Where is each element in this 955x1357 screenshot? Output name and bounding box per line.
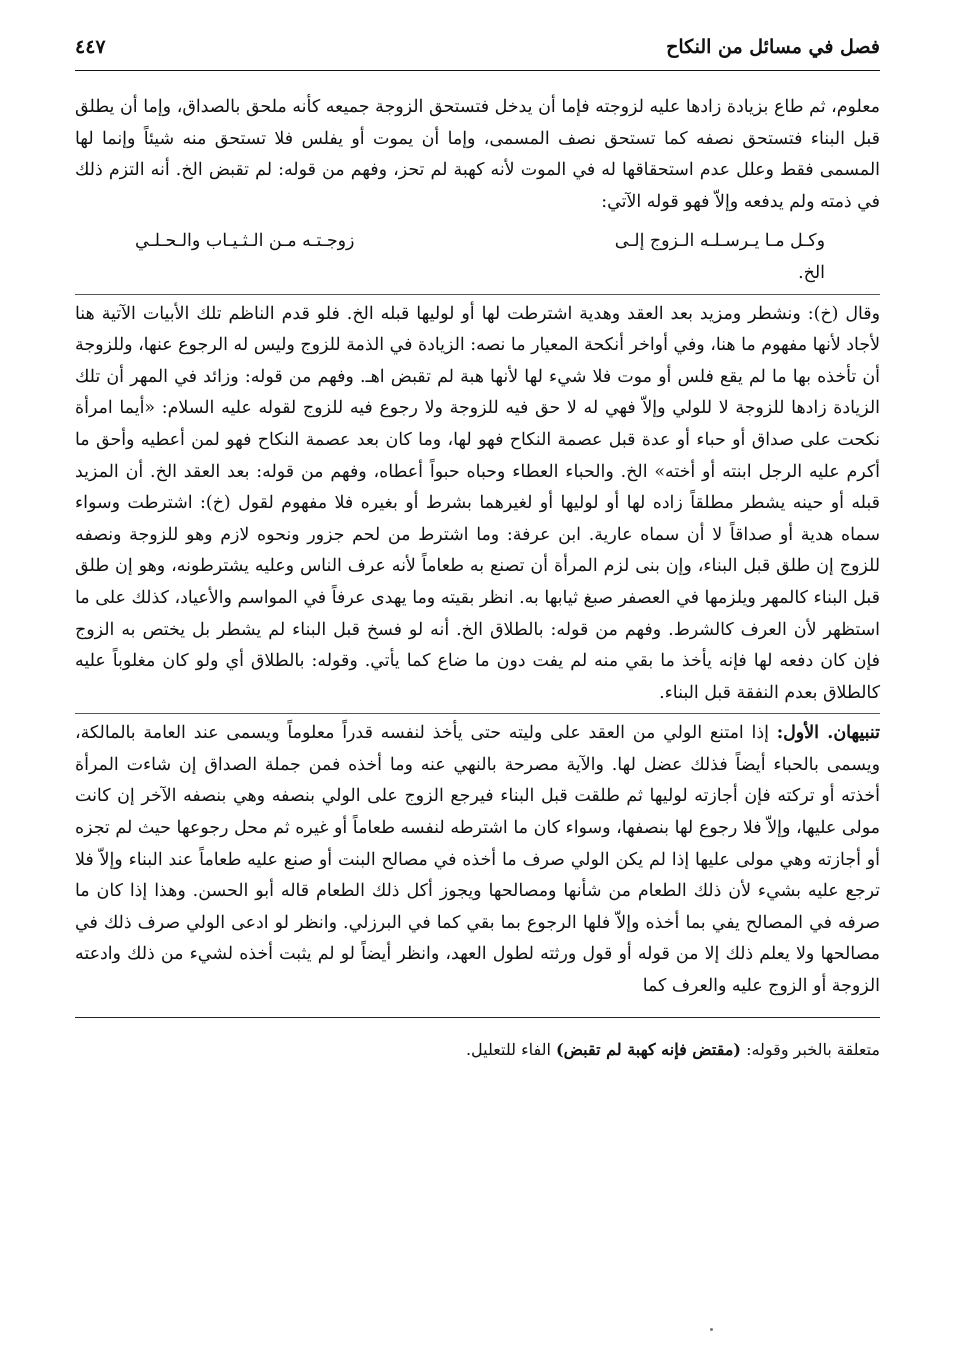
footnote-quote: (مقتض فإنه كهبة لم تقبض) <box>556 1039 741 1059</box>
paragraph-1: معلوم، ثم طاع بزيادة زادها عليه لزوجته فإما أن يدخل فتستحق الزوجة جميعه كأنه ملحق بالصداق، وإما أن يطلق قبل البناء فتستحق نصفه كما تستحق نصف المسمى، وإما أن يموت أو يفلس فلا تستحق منه شيئاً وإنما لها المسمى فقط وعلل عدم استحقاقها له في الموت لأنه كهبة لم تحز، وفهم من قوله: لم تقبض الخ. أنه التزم ذلك في ذمته ولم يدفعه وإلاّ فهو قوله الآتي: <box>75 97 880 212</box>
verse-end: الخ. <box>798 262 825 283</box>
paragraph-2: وقال (خ): ونشطر ومزيد بعد العقد وهدية اشترطت لها أو لوليها قبله الخ. فلو قدم الناظم تلك الأبيات الآتية هنا لأجاد لأنها مفهوم ما هنا، وفي أواخر أنكحة المعيار ما نصه: الزيادة في الذمة للزوج وليس له الرجوع عنها، وللزوجة أن تأخذه بها ما لم يقع فلس أو موت فلا شيء لها لأنها هبة لم تقبض اهـ. وفهم من قوله: وزائد في المهر أن تلك الزيادة زادها للزوجة لا للولي وإلاّ فهي له لا حق فيه للزوجة ولا رجوع فيه للزوج لقوله عليه السلام: «أيما امرأة نكحت على صداق أو حباء أو عدة قبل عصمة النكاح فهو لها، وما كان بعد عصمة النكاح فهو لمن أعطيه وأحق ما أكرم عليه الرجل ابنته أو أخته» الخ. والحباء العطاء وحباه حبواً أعطاه، وفهم من قوله: بعد العقد الخ. أن المزيد قبله أو حينه يشطر مطلقاً زاده لها أو لوليها أو لغيرهما بشرط أو بغيره فلا مفهوم لقول (خ): اشترطت وسواء سماه هدية أو صداقاً لا أن سماه عارية. ابن عرفة: وما اشترط من لحم جزور ونحوه لازم وهو للزوجة ونصفه للزوج إن طلق قبل البناء، وإن بنى لزم المرأة أن تصنع به طعاماً لأنه عرف الناس وعليه يشترطونه، وهو إن طلق قبل البناء كالمهر ويلزمها في العصفر صبغ ثيابها به. انظر بقيته وما يهدى عرفاً في المواسم والأعياد، كذلك على ما استظهر لأن العرف كالشرط. وفهم من قوله: بالطلاق الخ. أنه لو فسخ قبل البناء لم يشطر بل يختص به الزوج فإن كان دفعه لها فإنه يأخذ ما بقي منه لم يفت دون ما ضاع كما يأتي. وقوله: بالطلاق أي ولو كان مغلوباً عليه كالطلاق بعدم النفقة قبل البناء. <box>75 303 880 703</box>
notice-label: تنبيهان. الأول: <box>776 723 881 744</box>
book-page <box>75 30 880 1064</box>
section-divider <box>75 713 880 714</box>
main-text <box>75 92 880 1003</box>
footnote-separator <box>75 1017 880 1018</box>
page-header <box>75 30 880 72</box>
footnote-text: متعلقة بالخبر وقوله: <box>746 1039 880 1059</box>
header-rule <box>75 70 880 71</box>
page-number: ٤٤٧ <box>75 36 106 58</box>
paragraph-3-text: إذا امتنع الولي من العقد على وليته حتى يأخذ لنفسه قدراً معلوماً ويسمى عند العامة بالمالكة، ويسمى بالحباء أيضاً فذلك عضل لها. والآية مصرحة بالنهي عنه وما أخذه فمن جملة الصداق إن شاءت المرأة أخذته أو تركته فإن أجازته لوليها ثم طلقت قبل البناء فيرجع الزوج على الولي بنصفه وهي بنصفه الآخر إن كانت مولى عليها، وإلاّ فلا رجوع لها بنصفها، وسواء كان ما اشترطه لنفسه طعاماً أو غيره ثم محل رجوعها حيث لم تجزه أو أجازته وهي مولى عليها إذا لم يكن الولي صرف ما أخذه في مصالح البنت أو صنع عليه طعاماً عند البناء وإلاّ فلا ترجع عليه بشيء لأن ذلك الطعام من شأنها ومصالحها ويجوز أكل ذلك الطعام قاله أبو الحسن. وهذا إذا كان ما صرفه في المصالح يفي بما أخذه وإلاّ فلها الرجوع بما بقي كما في البرزلي. وانظر لو ادعى الولي صرف ذلك في مصالحها ولا يعلم ذلك إلا من قوله أو قول ورثته لطول العهد، وانظر أيضاً لو لم يثبت أخذه لشيء من ذلك وادعته الزوجة أو الزوج عليه والعرف كما <box>75 723 880 997</box>
paragraph-3 <box>75 718 880 1002</box>
verse-block <box>75 226 880 289</box>
footnote-tail: الفاء للتعليل. <box>465 1039 551 1059</box>
section-divider <box>75 294 880 295</box>
scan-speck <box>710 1328 713 1331</box>
running-title: فصل في مسائل من النكاح <box>666 36 880 58</box>
verse-first-hemistich: وكـل مـا يـرسـلـه الـزوج إلـى <box>614 231 825 252</box>
footnote <box>75 1036 880 1064</box>
verse-second-hemistich: زوجـتـه مـن الـثـيـاب والـحـلـي <box>135 231 355 252</box>
